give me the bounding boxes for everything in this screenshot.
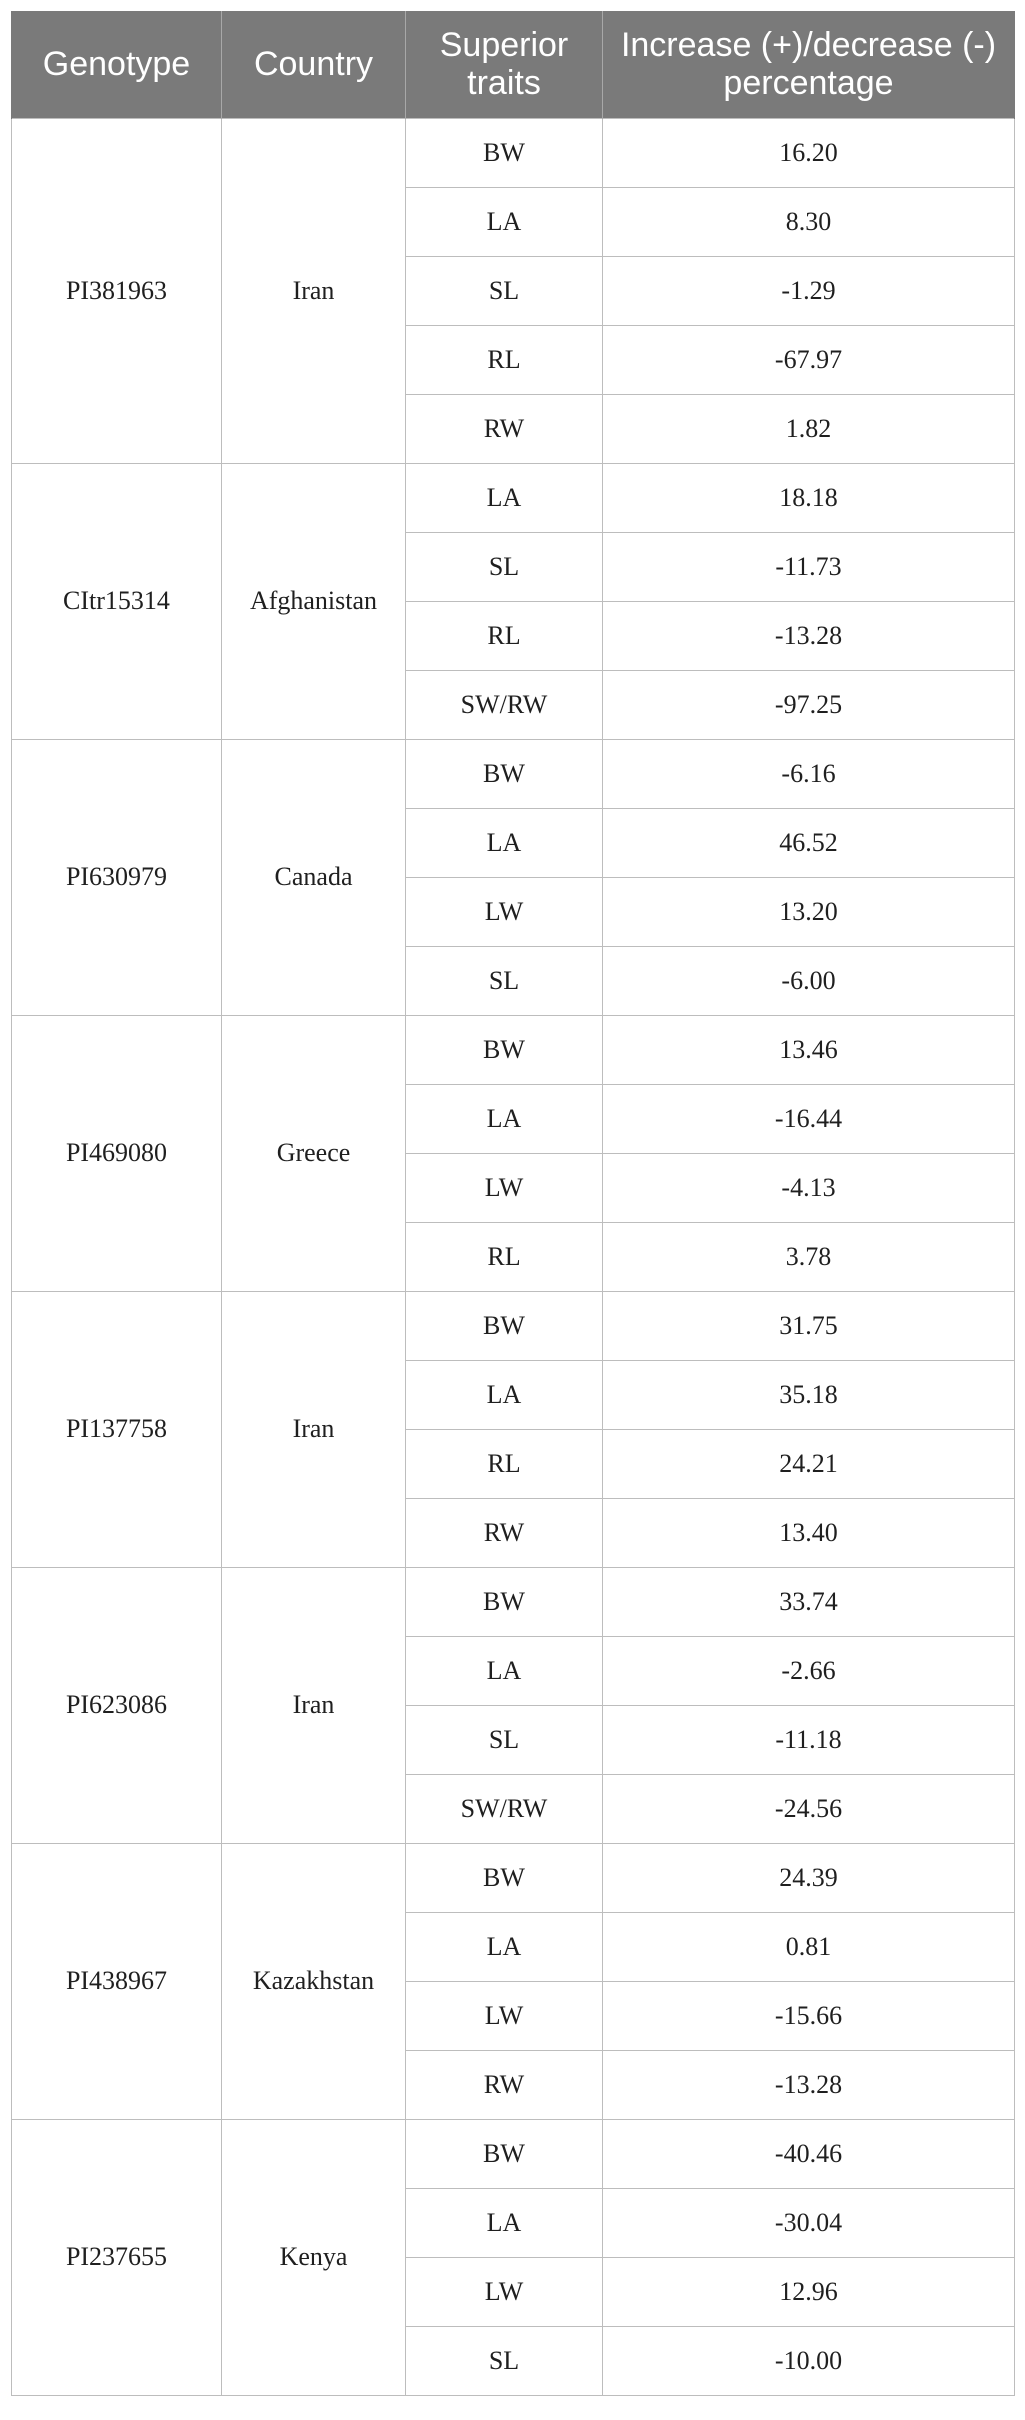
trait-cell: LA: [406, 1912, 603, 1981]
trait-cell: LW: [406, 2257, 603, 2326]
percentage-cell: 1.82: [603, 394, 1015, 463]
percentage-cell: -6.00: [603, 946, 1015, 1015]
trait-cell: LA: [406, 808, 603, 877]
percentage-cell: -11.73: [603, 532, 1015, 601]
genotype-cell: PI237655: [12, 2119, 222, 2395]
header-country: Country: [222, 11, 406, 118]
percentage-cell: 33.74: [603, 1567, 1015, 1636]
table-row: [12, 739, 1015, 808]
header-superior-traits: Superior traits: [406, 11, 603, 118]
table-row: [12, 1843, 1015, 1912]
country-cell: Greece: [222, 1015, 406, 1291]
percentage-cell: -15.66: [603, 1981, 1015, 2050]
percentage-cell: 16.20: [603, 118, 1015, 187]
trait-cell: RW: [406, 1498, 603, 1567]
percentage-cell: -30.04: [603, 2188, 1015, 2257]
trait-cell: LA: [406, 1084, 603, 1153]
percentage-cell: 31.75: [603, 1291, 1015, 1360]
trait-cell: RL: [406, 601, 603, 670]
percentage-cell: 35.18: [603, 1360, 1015, 1429]
trait-cell: SL: [406, 532, 603, 601]
header-genotype: Genotype: [12, 11, 222, 118]
trait-cell: SL: [406, 1705, 603, 1774]
trait-cell: BW: [406, 739, 603, 808]
trait-cell: RL: [406, 325, 603, 394]
country-cell: Kazakhstan: [222, 1843, 406, 2119]
percentage-cell: 3.78: [603, 1222, 1015, 1291]
trait-cell: SW/RW: [406, 670, 603, 739]
percentage-cell: 8.30: [603, 187, 1015, 256]
trait-cell: BW: [406, 2119, 603, 2188]
trait-cell: LA: [406, 463, 603, 532]
trait-cell: LA: [406, 2188, 603, 2257]
data-table-container: [11, 11, 1014, 2396]
percentage-cell: 13.40: [603, 1498, 1015, 1567]
genotype-cell: PI469080: [12, 1015, 222, 1291]
percentage-cell: -13.28: [603, 2050, 1015, 2119]
trait-cell: LW: [406, 1981, 603, 2050]
trait-cell: LW: [406, 1153, 603, 1222]
header-percentage: Increase (+)/decrease (-) percentage: [603, 11, 1015, 118]
trait-cell: RW: [406, 394, 603, 463]
percentage-cell: -10.00: [603, 2326, 1015, 2395]
trait-cell: BW: [406, 118, 603, 187]
trait-cell: SW/RW: [406, 1774, 603, 1843]
table-row: [12, 118, 1015, 187]
trait-cell: BW: [406, 1567, 603, 1636]
trait-cell: RW: [406, 2050, 603, 2119]
table-row: [12, 1015, 1015, 1084]
country-cell: Iran: [222, 1291, 406, 1567]
table-header: [12, 11, 1015, 118]
country-cell: Canada: [222, 739, 406, 1015]
trait-cell: SL: [406, 946, 603, 1015]
genotype-cell: PI623086: [12, 1567, 222, 1843]
genotype-cell: CItr15314: [12, 463, 222, 739]
genotype-cell: PI630979: [12, 739, 222, 1015]
trait-cell: BW: [406, 1291, 603, 1360]
trait-cell: LA: [406, 1636, 603, 1705]
percentage-cell: -2.66: [603, 1636, 1015, 1705]
trait-cell: BW: [406, 1015, 603, 1084]
percentage-cell: -1.29: [603, 256, 1015, 325]
percentage-cell: 13.46: [603, 1015, 1015, 1084]
country-cell: Afghanistan: [222, 463, 406, 739]
percentage-cell: 13.20: [603, 877, 1015, 946]
table-row: [12, 1291, 1015, 1360]
trait-cell: RL: [406, 1222, 603, 1291]
table-body: [12, 118, 1015, 2395]
percentage-cell: 12.96: [603, 2257, 1015, 2326]
trait-cell: LA: [406, 187, 603, 256]
header-row: [12, 11, 1015, 118]
genotype-traits-table: [11, 11, 1015, 2396]
percentage-cell: -4.13: [603, 1153, 1015, 1222]
percentage-cell: -13.28: [603, 601, 1015, 670]
percentage-cell: 0.81: [603, 1912, 1015, 1981]
percentage-cell: 46.52: [603, 808, 1015, 877]
country-cell: Kenya: [222, 2119, 406, 2395]
percentage-cell: -16.44: [603, 1084, 1015, 1153]
percentage-cell: 24.39: [603, 1843, 1015, 1912]
percentage-cell: -97.25: [603, 670, 1015, 739]
percentage-cell: 18.18: [603, 463, 1015, 532]
country-cell: Iran: [222, 1567, 406, 1843]
percentage-cell: 24.21: [603, 1429, 1015, 1498]
percentage-cell: -6.16: [603, 739, 1015, 808]
table-row: [12, 1567, 1015, 1636]
trait-cell: LA: [406, 1360, 603, 1429]
trait-cell: SL: [406, 2326, 603, 2395]
trait-cell: BW: [406, 1843, 603, 1912]
trait-cell: RL: [406, 1429, 603, 1498]
genotype-cell: PI381963: [12, 118, 222, 463]
percentage-cell: -40.46: [603, 2119, 1015, 2188]
percentage-cell: -67.97: [603, 325, 1015, 394]
genotype-cell: PI438967: [12, 1843, 222, 2119]
trait-cell: LW: [406, 877, 603, 946]
percentage-cell: -11.18: [603, 1705, 1015, 1774]
genotype-cell: PI137758: [12, 1291, 222, 1567]
table-row: [12, 463, 1015, 532]
percentage-cell: -24.56: [603, 1774, 1015, 1843]
country-cell: Iran: [222, 118, 406, 463]
table-row: [12, 2119, 1015, 2188]
trait-cell: SL: [406, 256, 603, 325]
